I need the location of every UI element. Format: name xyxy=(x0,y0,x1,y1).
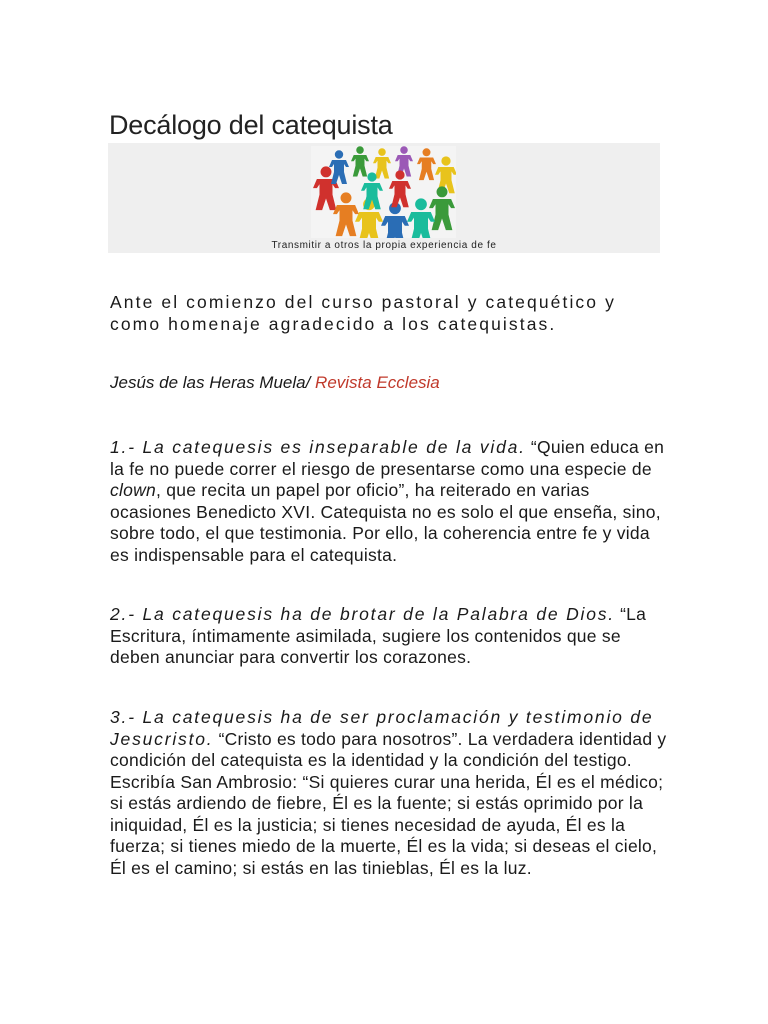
point-2-text: “La Escritura, íntimamente asimilada, sugiere los contenidos que se deben anunciar para convertir los corazones. xyxy=(110,604,647,667)
point-3-lead: 3.- La catequesis ha de ser proclamación y testimonio de Jesucristo. xyxy=(110,707,654,749)
point-2-lead: 2.- La catequesis ha de brotar de la Palabra de Dios. xyxy=(110,604,615,624)
point-1 xyxy=(110,437,670,566)
byline-separator: / xyxy=(305,373,316,392)
page-title: Decálogo del catequista xyxy=(109,110,393,140)
point-3-text: “Cristo es todo para nosotros”. La verdadera identidad y condición del catequista es la identidad y la condición del testigo. Escribía San Ambrosio: “Si quieres curar una herida, Él es el médico; si estás ardiendo de fiebre, Él es la fuente; si estás oprimido por la iniquidad, Él es la justicia; si tienes necesidad de ayuda, Él es la fuerza; si tienes miedo de la muerte, Él es la vida; si deseas el cielo, Él es el camino; si estás en las tinieblas, Él es la luz. xyxy=(110,728,667,878)
point-1-text-cont: , que recita un papel por oficio”, ha reiterado en varias ocasiones Benedicto XVI. Catequista no es solo el que enseña, sino, sobre todo, el que testimonia. Por ello, la coherencia entre fe y vida es indispensable para el catequista. xyxy=(110,480,661,565)
point-3 xyxy=(110,707,670,879)
point-1-text: “Quien educa en la fe no puede correr el riesgo de presentarse como una especie de xyxy=(110,437,665,479)
intro-paragraph: Ante el comienzo del curso pastoral y catequético y como homenaje agradecido a los catequistas. xyxy=(110,292,616,334)
point-1-emphasis: clown xyxy=(110,480,156,500)
point-1-lead: 1.- La catequesis es inseparable de la vida. xyxy=(110,437,526,457)
source-link[interactable]: Revista Ecclesia xyxy=(315,373,440,392)
author-name: Jesús de las Heras Muela xyxy=(110,373,306,392)
figure xyxy=(108,143,660,253)
figure-caption: Transmitir a otros la propia experiencia de fe xyxy=(271,240,497,251)
byline xyxy=(110,372,670,394)
paper-people-image xyxy=(311,146,456,238)
point-2 xyxy=(110,604,670,669)
